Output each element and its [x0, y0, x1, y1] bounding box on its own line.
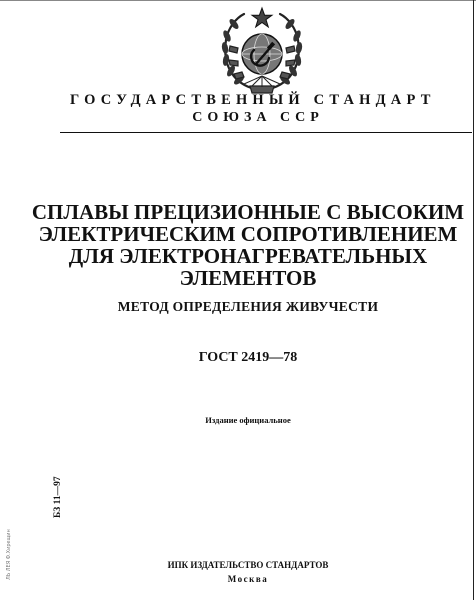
title-line: СПЛАВЫ ПРЕЦИЗИОННЫЕ С ВЫСОКИМ	[31, 200, 465, 224]
publisher-name: ИПК ИЗДАТЕЛЬСТВО СТАНДАРТОВ	[167, 560, 329, 570]
header-ussr: СОЮЗА ССР	[192, 110, 324, 125]
header-divider	[60, 132, 472, 133]
title-line: ДЛЯ ЭЛЕКТРОНАГРЕВАТЕЛЬНЫХ	[68, 244, 428, 268]
document-subtitle: МЕТОД ОПРЕДЕЛЕНИЯ ЖИВУЧЕСТИ	[117, 299, 379, 314]
ussr-state-emblem-icon	[214, 6, 310, 98]
title-line: ЭЛЕМЕНТОВ	[179, 266, 317, 290]
title-line: ЭЛЕКТРИЧЕСКИМ СОПРОТИВЛЕНИЕМ	[38, 222, 458, 246]
header-state-standard: ГОСУДАРСТВЕННЫЙ СТАНДАРТ	[70, 92, 436, 108]
side-catalog-code: БЗ 11—97	[53, 476, 63, 518]
standard-number: ГОСТ 2419—78	[198, 350, 298, 365]
side-stamp: ЛЬ ЛЕЯ Ф.Хирещин	[6, 529, 12, 580]
edition-note: Издание официальное	[205, 415, 291, 425]
document-title	[20, 201, 476, 289]
publisher-city: Москва	[227, 574, 269, 584]
page-top-edge	[0, 0, 476, 1]
